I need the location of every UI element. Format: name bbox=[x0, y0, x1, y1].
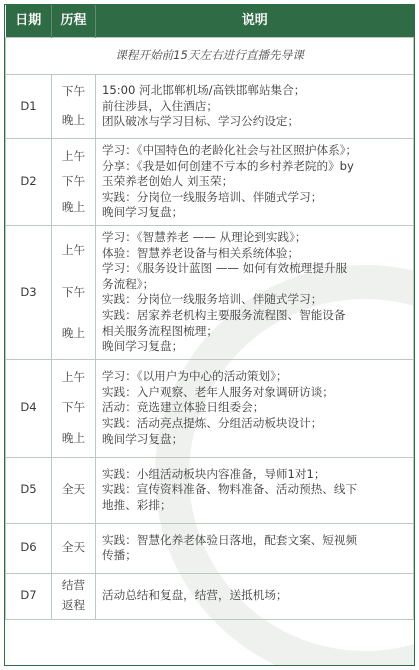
period-cell bbox=[52, 523, 96, 573]
description-line: 实践：活动亮点提炼、分组活动板块设计； bbox=[102, 416, 323, 431]
period-label: 晚上 bbox=[61, 325, 86, 340]
schedule-table bbox=[5, 5, 414, 620]
description-line: 实践：宣传资料准备、物料准备、活动预热、线下 bbox=[102, 482, 358, 497]
description-cell bbox=[96, 457, 414, 523]
header-desc: 说明 bbox=[96, 5, 414, 38]
description-line: 实践：居家养老机构主要服务流程图、智能设备 bbox=[102, 307, 346, 322]
day-cell: D2 bbox=[6, 139, 52, 226]
intro-text: 课程开始前15天左右进行直播先导课 bbox=[6, 38, 414, 75]
day-cell: D3 bbox=[6, 225, 52, 359]
description-line: 实践：分岗位一线服务培训、伴随式学习； bbox=[102, 189, 323, 204]
description-line: 学习：《智慧养老 —— 从理论到实践》； bbox=[102, 229, 307, 244]
schedule-frame bbox=[4, 4, 415, 666]
description-line: 前往涉县，入住酒店； bbox=[102, 98, 218, 113]
period-cell bbox=[52, 359, 96, 457]
description-line: 活动总结和复盘，结营，送抵机场； bbox=[102, 588, 288, 603]
header-process: 历程 bbox=[52, 5, 96, 38]
table-row bbox=[6, 573, 414, 619]
period-label: 下午 bbox=[61, 400, 86, 415]
description-line: 分享：《我是如何创建不亏本的乡村养老院的》by bbox=[102, 158, 354, 173]
period-label: 下午 bbox=[61, 174, 86, 189]
table-row bbox=[6, 225, 414, 359]
description-line: 学习：《以用户为中心的活动策划》； bbox=[102, 369, 288, 384]
intro-row bbox=[6, 38, 414, 75]
header-day: 日期 bbox=[6, 5, 52, 38]
description-line: 相关服务流程图梳理； bbox=[102, 323, 218, 338]
period-label: 下午 bbox=[61, 84, 86, 99]
description-cell bbox=[96, 225, 414, 359]
period-label: 上午 bbox=[61, 148, 86, 163]
description-line: 晚间学习复盘； bbox=[102, 339, 184, 354]
description-line: 晚间学习复盘； bbox=[102, 431, 184, 446]
period-cell bbox=[52, 139, 96, 226]
description-line: 实践：入户观察、老年人服务对象调研访谈； bbox=[102, 384, 334, 399]
description-cell bbox=[96, 573, 414, 619]
description-line: 活动：竞选建立体验日组委会； bbox=[102, 400, 265, 415]
day-cell: D7 bbox=[6, 573, 52, 619]
period-label: 全天 bbox=[61, 482, 86, 497]
header-row bbox=[6, 5, 414, 38]
period-label: 上午 bbox=[61, 369, 86, 384]
description-line: 学习：《服务设计蓝图 —— 如何有效梳理提升服 bbox=[102, 261, 348, 276]
description-line: 体验：智慧养老设备与相关系统体验； bbox=[102, 245, 300, 260]
description-cell bbox=[96, 359, 414, 457]
period-label: 下午 bbox=[61, 284, 86, 299]
period-cell bbox=[52, 75, 96, 139]
description-cell bbox=[96, 139, 414, 226]
period-label: 晚上 bbox=[61, 113, 86, 128]
period-label: 返程 bbox=[61, 598, 86, 613]
description-cell bbox=[96, 523, 414, 573]
period-label: 结营 bbox=[61, 578, 86, 593]
table-row bbox=[6, 359, 414, 457]
description-line: 15:00 河北邯郸机场/高铁邯郸站集合； bbox=[102, 83, 306, 98]
table-row bbox=[6, 75, 414, 139]
description-cell bbox=[96, 75, 414, 139]
day-cell: D4 bbox=[6, 359, 52, 457]
table-row bbox=[6, 139, 414, 226]
period-label: 晚上 bbox=[61, 199, 86, 214]
day-cell: D1 bbox=[6, 75, 52, 139]
description-line: 传播； bbox=[102, 548, 137, 563]
period-label: 晚上 bbox=[61, 431, 86, 446]
description-line: 实践：智慧化养老体验日落地，配套文案、短视频 bbox=[102, 532, 358, 547]
table-row bbox=[6, 457, 414, 523]
period-label: 全天 bbox=[61, 540, 86, 555]
description-line: 玉荣养老创始人 刘玉荣； bbox=[102, 174, 234, 189]
period-cell bbox=[52, 573, 96, 619]
description-line: 团队破冰与学习目标、学习公约设定； bbox=[102, 114, 300, 129]
description-line: 实践：小组活动板块内容准备，导师1对1； bbox=[102, 466, 326, 481]
period-label: 上午 bbox=[61, 243, 86, 258]
period-cell bbox=[52, 457, 96, 523]
period-cell bbox=[52, 225, 96, 359]
day-cell: D6 bbox=[6, 523, 52, 573]
day-cell: D5 bbox=[6, 457, 52, 523]
description-line: 实践：分岗位一线服务培训、伴随式学习； bbox=[102, 292, 323, 307]
description-line: 地推、彩排； bbox=[102, 498, 172, 513]
description-line: 晚间学习复盘； bbox=[102, 205, 184, 220]
description-line: 学习：《中国特色的老龄化社会与社区照护体系》； bbox=[102, 143, 358, 157]
table-row bbox=[6, 523, 414, 573]
description-line: 务流程》； bbox=[102, 276, 155, 291]
